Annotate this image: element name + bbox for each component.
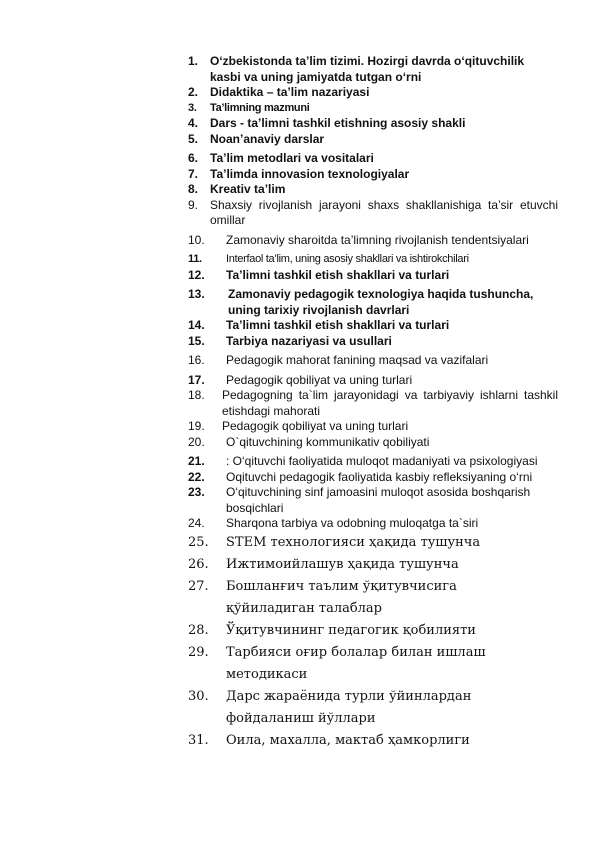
list-item — [188, 252, 558, 268]
item-number: 6. — [188, 151, 199, 165]
item-number: 24. — [188, 516, 205, 530]
item-text: Ta’limda innovasion texnologiyalar — [210, 166, 410, 181]
list-item — [188, 470, 558, 486]
item-text: Тарбияси оғир болалар билан ишлаш методикаси — [226, 644, 486, 682]
item-text: : O‘qituvchi faoliyatida muloqot madaniyati va psixologiyasi — [226, 454, 538, 468]
list-item — [188, 620, 558, 642]
list-item — [188, 101, 558, 117]
item-text: Noan’anaviy darslar — [210, 131, 325, 146]
item-text: Ta’limni tashkil etish shakllari va turlari — [226, 318, 450, 332]
list-item — [188, 318, 558, 334]
item-text: Zamonaviy sharoitda ta’limning rivojlanish tendentsiyalari — [226, 232, 529, 247]
item-text: Ижтимоийлашув ҳақида тушунча — [226, 556, 459, 572]
item-number: 13. — [188, 287, 205, 301]
item-text: Дарс жараёнида турли ўйинлардан фойдаланиш йўллари — [226, 688, 472, 726]
item-text: Sharqona tarbiya va odobning muloqatga ta`siri — [226, 516, 479, 530]
item-text: O`qituvchining kommunikativ qobiliyati — [226, 434, 430, 449]
list-item — [188, 167, 558, 183]
item-number: 11. — [188, 253, 202, 265]
item-text: Pedagogik qobiliyat va uning turlari — [222, 419, 409, 433]
item-text: Pedagogik qobiliyat va uning turlari — [226, 372, 413, 387]
item-number: 2. — [188, 85, 199, 99]
list-item — [188, 287, 558, 318]
list-item — [188, 268, 558, 284]
list-item — [188, 116, 558, 132]
list-item — [188, 576, 526, 620]
item-text: Оила, махалла, мактаб ҳамкорлиги — [226, 732, 470, 748]
item-text: Zamonaviy pedagogik texnologiya haqida tushuncha, uning tarixiy rivojlanish davrlari — [228, 287, 534, 317]
item-text: Dars - ta’limni tashkil etishning asosiy shakli — [210, 116, 466, 130]
item-number: 21. — [188, 454, 205, 468]
item-text: Tarbiya nazariyasi va usullari — [226, 333, 392, 348]
item-text: STEM технологияси ҳақида тушунча — [226, 534, 481, 550]
item-number: 19. — [188, 419, 205, 433]
item-number: 30. — [188, 688, 209, 704]
list-item — [188, 532, 558, 554]
item-text: Ta’limning mazmuni — [210, 101, 310, 114]
item-text: O‘qituvchining sinf jamoasini muloqot asosida boshqarish bosqichlari — [226, 485, 531, 515]
item-number: 5. — [188, 131, 199, 146]
item-text: Бошланғич таълим ўқитувчисига қўйиладиган талаблар — [226, 578, 457, 616]
list-item — [188, 642, 536, 686]
item-number: 20. — [188, 434, 205, 449]
list-item — [188, 151, 558, 167]
item-number: 29. — [188, 644, 209, 660]
item-text: Ўқитувчининг педагогик қобилияти — [226, 622, 476, 638]
list-item — [188, 132, 558, 148]
item-text: Ta’lim metodlari va vositalari — [210, 151, 374, 165]
item-text: Kreativ ta’lim — [210, 182, 286, 196]
item-number: 15. — [188, 333, 205, 348]
list-item — [188, 554, 558, 576]
list-item — [188, 419, 558, 435]
list-item — [188, 182, 558, 198]
list-item — [188, 454, 558, 470]
list-item — [188, 85, 558, 101]
list-item — [188, 485, 558, 516]
item-text: Ta’limni tashkil etish shakllari va turlari — [226, 267, 450, 282]
list-item — [188, 373, 558, 389]
item-number: 26. — [188, 556, 209, 572]
item-text: Pedagogning ta`lim jarayonidagi va tarbiyaviy ishlarni tashkil etishdagi mahorati — [222, 388, 558, 418]
item-text: Shaxsiy rivojlanish jarayoni shaxs shakllanishiga ta’sir etuvchi omillar — [210, 197, 558, 227]
list-item — [188, 198, 558, 229]
item-number: 7. — [188, 166, 199, 181]
list-item — [188, 388, 558, 419]
list-item — [188, 334, 558, 350]
item-text: Pedagogik mahorat fanining maqsad va vazifalari — [226, 353, 489, 367]
item-number: 25. — [188, 534, 209, 550]
item-number: 23. — [188, 485, 205, 499]
list-item — [188, 516, 558, 532]
item-number: 18. — [188, 388, 205, 402]
item-number: 12. — [188, 267, 205, 282]
item-number: 3. — [188, 101, 197, 114]
list-item — [188, 730, 558, 752]
list-item — [188, 686, 536, 730]
item-number: 16. — [188, 353, 205, 367]
item-number: 8. — [188, 182, 199, 196]
item-number: 1. — [188, 54, 199, 68]
item-number: 9. — [188, 197, 199, 212]
item-number: 27. — [188, 578, 209, 594]
item-number: 22. — [188, 469, 205, 484]
item-number: 31. — [188, 732, 209, 748]
item-number: 14. — [188, 318, 205, 332]
item-text: O‘zbekistonda ta’lim tizimi. Hozirgi davrda o‘qituvchilik kasbi va uning jamiyatda tutgan o‘rni — [210, 54, 525, 84]
list-item — [188, 435, 558, 451]
item-text: Didaktika – ta’lim nazariyasi — [210, 85, 370, 99]
item-number: 4. — [188, 116, 199, 130]
item-number: 10. — [188, 232, 205, 247]
item-number: 17. — [188, 372, 205, 387]
item-number: 28. — [188, 622, 209, 638]
list-item — [188, 353, 558, 369]
topic-list — [188, 54, 558, 752]
item-text: Interfaol ta’lim, uning asosiy shakllari va ishtirokchilari — [226, 253, 469, 265]
list-item — [188, 54, 558, 85]
list-item — [188, 233, 558, 249]
item-text: Oqituvchi pedagogik faoliyatida kasbiy refleksiyaning o‘rni — [226, 469, 533, 484]
